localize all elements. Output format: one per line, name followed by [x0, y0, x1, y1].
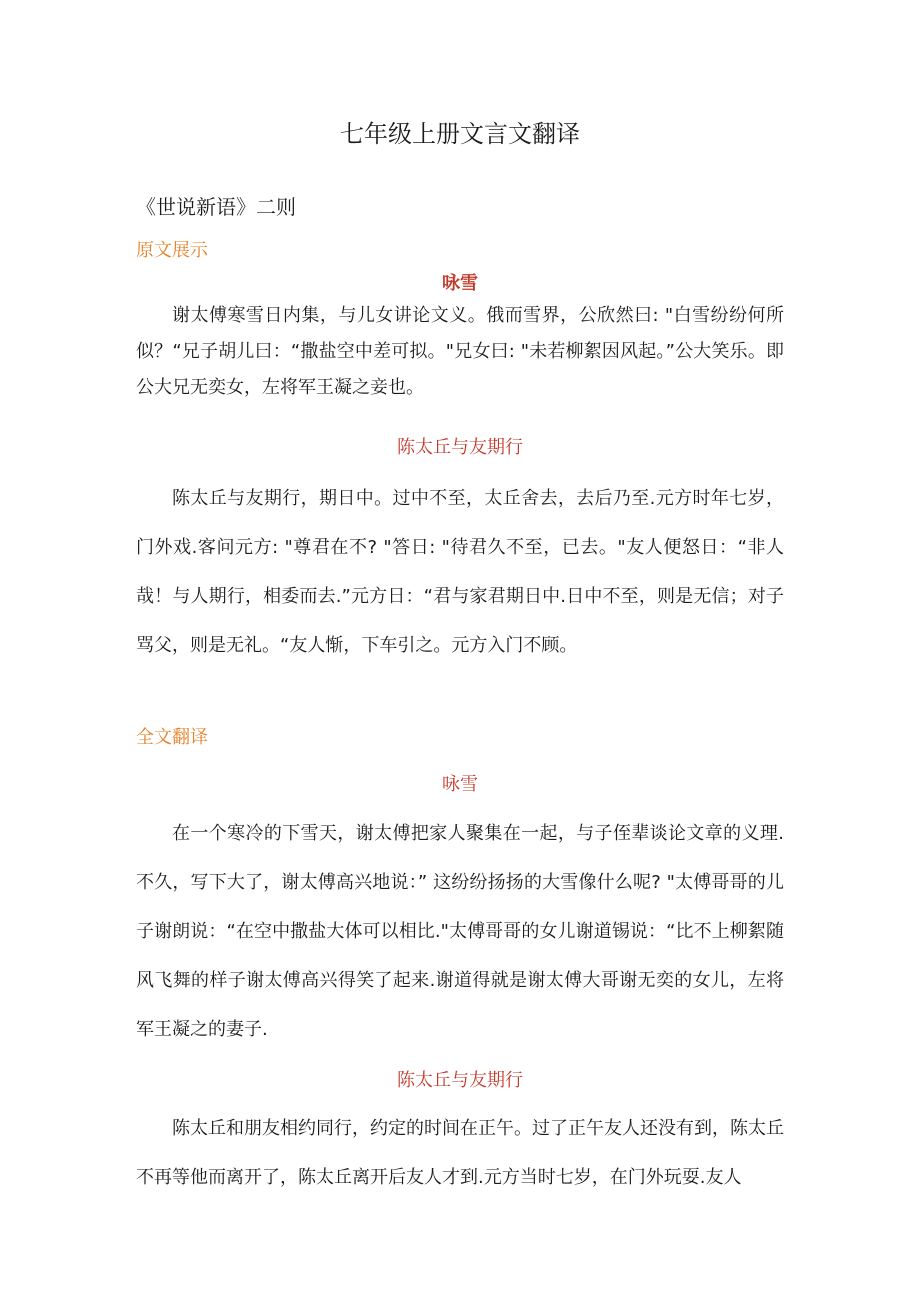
original-text-label: 原文展示: [136, 240, 208, 261]
section-title: 《世说新语》二则: [136, 195, 296, 219]
original-story2-heading: 陈太丘与友期行: [397, 437, 523, 458]
original-story1-paragraph: 谢太傅寒雪日内集，与儿女讲论文义。俄而雪界，公欣然曰: "白雪纷纷何所似？“兄子胡儿曰：“撒盐空中差可拟。"兄女曰: "未若柳絮因风起。”公大笑乐。即公大兄无奕女，左将军王凝之妾也。: [136, 305, 784, 398]
translation-story1-paragraph: 在一个寒冷的下雪天，谢太傅把家人聚集在一起，与子侄辈谈论文章的义理.不久，写下大了，谢太傅高兴地说：” 这纷纷扬扬的大雪像什么呢? "太傅哥哥的儿子谢朗说：“在空中撒盐大体可以相比."太傅哥哥的女儿谢道锡说：“比不上柳絮随风飞舞的样子谢太傅高兴得笑了起来.谢道得就是谢太傅大哥谢无奕的女儿，左将军王凝之的妻子.: [136, 823, 784, 1040]
translation-story2-heading: 陈太丘与友期行: [397, 1070, 523, 1091]
translation-story2-paragraph: 陈太丘和朋友相约同行，约定的时间在正午。过了正午友人还没有到，陈太丘不再等他而离开了，陈太丘离开后友人才到.元方当时七岁，在门外玩耍.友人: [136, 1118, 784, 1188]
original-story2-paragraph: 陈太丘与友期行，期日中。过中不至，太丘舍去，去后乃至.元方时年七岁，门外戏.客问元方: "尊君在不? "答日: "待君久不至，已去。"友人便怒日：“非人哉！与人期行，相委而去.”元方日：“君与家君期日中.日中不至，则是无信；对子骂父，则是无礼。“友人惭，下车引之。元方入门不顾。: [136, 488, 784, 656]
document-title: 七年级上册文言文翻译: [340, 120, 580, 148]
translation-story1-heading: 咏雪: [442, 774, 478, 795]
original-story1-heading: 咏雪: [442, 273, 478, 294]
translation-label: 全文翻译: [136, 727, 208, 748]
